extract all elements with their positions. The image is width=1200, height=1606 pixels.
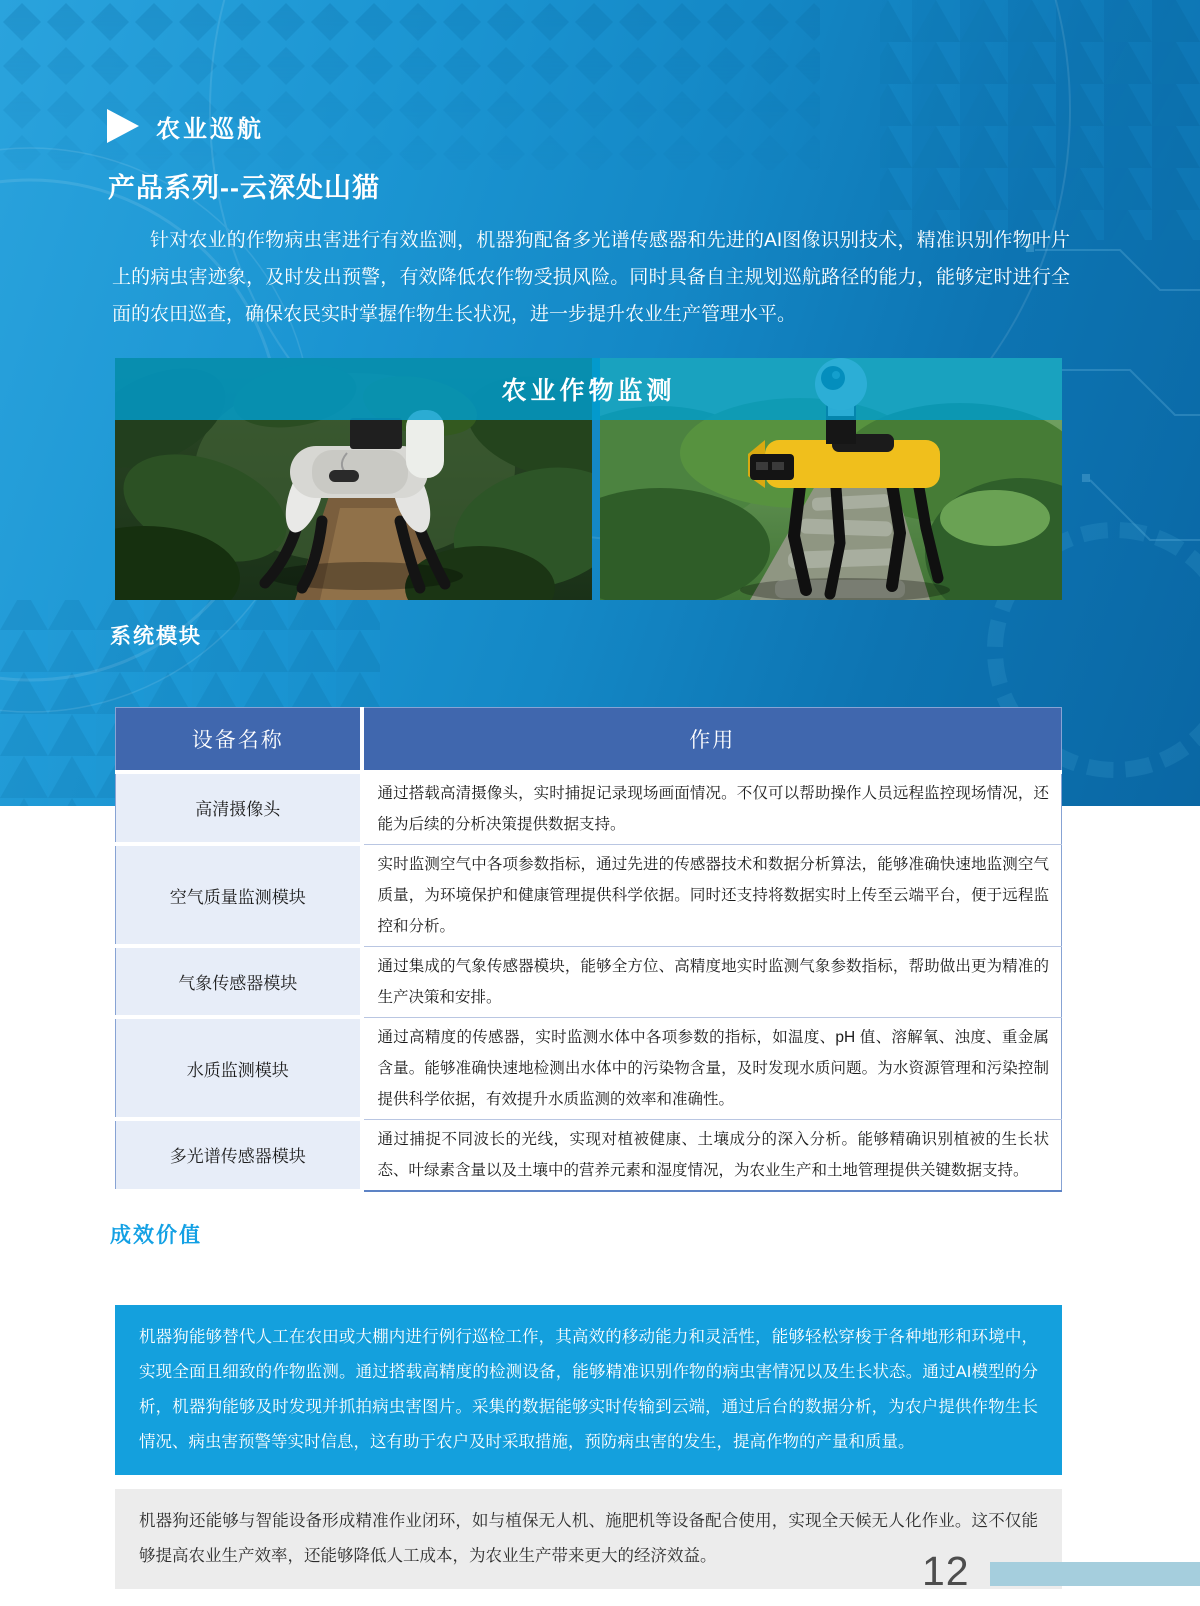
page-number: 12	[922, 1548, 970, 1594]
device-name: 水质监测模块	[116, 1017, 362, 1119]
device-desc: 通过搭载高清摄像头，实时捕捉记录现场画面情况。不仅可以帮助操作人员远程监控现场情况，还能为后续的分析决策提供数据支持。	[362, 772, 1062, 845]
device-name: 高清摄像头	[116, 772, 362, 845]
module-table	[115, 707, 1062, 1193]
column-header-function: 作用	[362, 708, 1062, 772]
table-header-row	[116, 708, 1062, 772]
device-desc: 通过捕捉不同波长的光线，实现对植被健康、土壤成分的深入分析。能够精确识别植被的生长状态、叶绿素含量以及土壤中的营养元素和湿度情况，为农业生产和土地管理提供关键数据支持。	[362, 1119, 1062, 1191]
section-header	[106, 108, 264, 144]
table-row	[116, 1119, 1062, 1191]
table-row	[116, 1017, 1062, 1119]
section-label: 农业巡航	[156, 115, 264, 143]
gallery-banner	[115, 358, 1062, 420]
device-desc: 实时监测空气中各项参数指标，通过先进的传感器技术和数据分析算法，能够准确快速地监测空气质量，为环境保护和健康管理提供科学依据。同时还支持将数据实时上传至云端平台，便于远程监控和分析。	[362, 844, 1062, 946]
column-header-device: 设备名称	[116, 708, 362, 772]
lower-content	[110, 620, 1062, 1589]
table-row	[116, 844, 1062, 946]
value-blocks	[115, 1305, 1062, 1589]
footer-bar	[990, 1562, 1200, 1586]
device-name: 气象传感器模块	[116, 946, 362, 1017]
modules-heading: 系统模块	[110, 625, 202, 648]
play-arrow-icon	[106, 108, 140, 144]
device-name: 空气质量监测模块	[116, 844, 362, 946]
photo-gallery	[115, 358, 1062, 600]
value-block-secondary: 机器狗还能够与智能设备形成精准作业闭环，如与植保无人机、施肥机等设备配合使用，实现全天候无人化作业。这不仅能够提高农业生产效率，还能够降低人工成本，为农业生产带来更大的经济效益。	[115, 1489, 1062, 1589]
intro-paragraph: 针对农业的作物病虫害进行有效监测，机器狗配备多光谱传感器和先进的AI图像识别技术，精准识别作物叶片上的病虫害迹象，及时发出预警，有效降低农作物受损风险。同时具备自主规划巡航路径的能力，能够定时进行全面的农田巡查，确保农民实时掌握作物生长状况，进一步提升农业生产管理水平。	[112, 230, 1070, 325]
value-block-primary: 机器狗能够替代人工在农田或大棚内进行例行巡检工作，其高效的移动能力和灵活性，能够轻松穿梭于各种地形和环境中，实现全面且细致的作物监测。通过搭载高精度的检测设备，能够精准识别作物的病虫害情况以及生长状态。通过AI模型的分析，机器狗能够及时发现并抓拍病虫害图片。采集的数据能够实时传输到云端，通过后台的数据分析，为农户提供作物生长情况、病虫害预警等实时信息，这有助于农户及时采取措施，预防病虫害的发生，提高作物的产量和质量。	[115, 1305, 1062, 1475]
device-desc: 通过高精度的传感器，实时监测水体中各项参数的指标，如温度、pH 值、溶解氧、浊度、重金属含量。能够准确快速地检测出水体中的污染物含量，及时发现水质问题。为水资源管理和污染控制提供科学依据，有效提升水质监测的效率和准确性。	[362, 1017, 1062, 1119]
value-heading: 成效价值	[110, 1223, 202, 1247]
gallery-banner-title: 农业作物监测	[501, 377, 676, 405]
table-row	[116, 946, 1062, 1017]
page-title: 产品系列--云深处山猫	[108, 173, 380, 203]
device-desc: 通过集成的气象传感器模块，能够全方位、高精度地实时监测气象参数指标，帮助做出更为精准的生产决策和安排。	[362, 946, 1062, 1017]
table-row	[116, 772, 1062, 845]
device-name: 多光谱传感器模块	[116, 1119, 362, 1191]
